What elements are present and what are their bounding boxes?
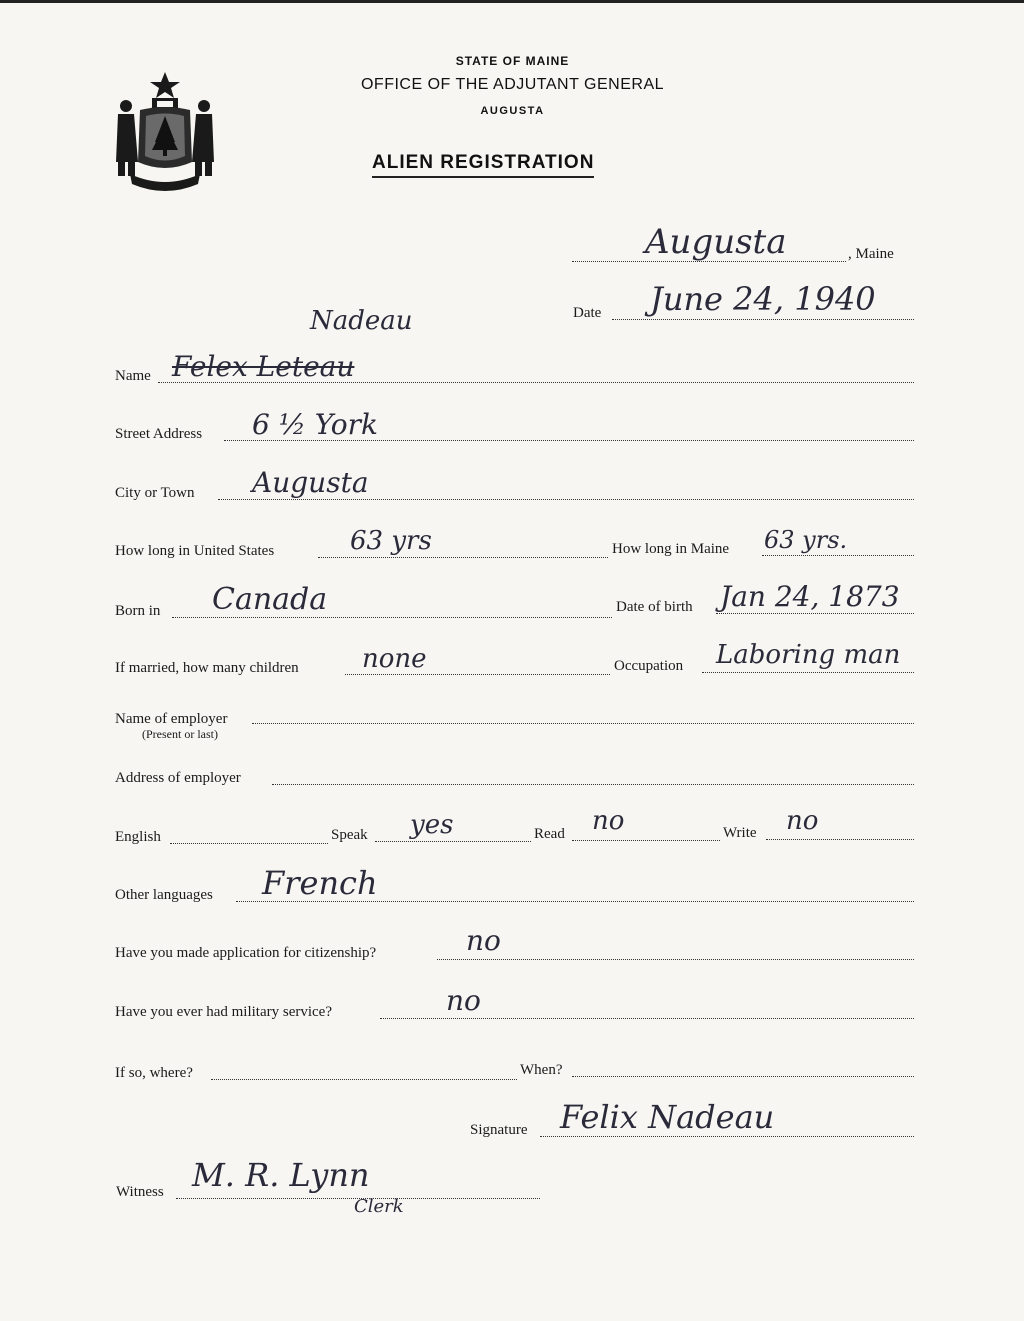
how-long-maine-label: How long in Maine [612, 541, 730, 557]
signature-line [540, 1136, 914, 1137]
how-long-us-label: How long in United States [115, 543, 275, 559]
street-address-value: 6 ½ York [252, 408, 379, 441]
write-line [766, 839, 914, 840]
born-in-line [172, 617, 612, 618]
read-label: Read [534, 826, 565, 842]
other-languages-label: Other languages [115, 887, 213, 903]
name-value: Felex Leteau [172, 350, 355, 383]
occupation-label: Occupation [614, 658, 684, 674]
speak-label: Speak [331, 827, 368, 843]
signature-label: Signature [470, 1122, 528, 1138]
where-label: If so, where? [115, 1065, 193, 1081]
born-in-value: Canada [212, 582, 328, 617]
date-of-birth-label: Date of birth [616, 599, 693, 615]
name-correction: Nadeau [310, 306, 413, 336]
occupation-value: Laboring man [716, 640, 901, 670]
when-label: When? [520, 1062, 563, 1078]
military-value: no [446, 984, 481, 1017]
citizenship-label: Have you made application for citizenship? [115, 945, 377, 961]
street-address-label: Street Address [115, 426, 203, 442]
english-label: English [115, 829, 161, 845]
born-in-label: Born in [115, 603, 161, 619]
form-title: ALIEN REGISTRATION [372, 152, 594, 178]
city-label: City or Town [115, 485, 195, 501]
witness-value: M. R. Lynn [192, 1156, 370, 1194]
name-label: Name [115, 368, 151, 384]
employer-name-sublabel: (Present or last) [142, 727, 218, 741]
write-value: no [786, 806, 819, 836]
occupation-line [702, 672, 914, 673]
read-value: no [592, 806, 625, 836]
children-label: If married, how many children [115, 660, 299, 676]
employer-address-line [272, 784, 914, 785]
signature-value: Felix Nadeau [560, 1098, 775, 1136]
other-languages-value: French [262, 864, 378, 902]
city-value: Augusta [252, 466, 369, 499]
witness-title: Clerk [354, 1196, 404, 1217]
read-line [572, 840, 720, 841]
when-line [572, 1076, 914, 1077]
how-long-us-line [318, 557, 608, 558]
where-line [211, 1079, 517, 1080]
military-label: Have you ever had military service? [115, 1004, 332, 1020]
header-office: OFFICE OF THE ADJUTANT GENERAL [360, 76, 665, 93]
how-long-us-value: 63 yrs [350, 526, 432, 556]
citizenship-line [437, 959, 914, 960]
children-value: none [362, 644, 427, 674]
children-line [345, 674, 610, 675]
date-line [612, 319, 914, 320]
speak-line [375, 841, 531, 842]
maine-state-seal-icon [112, 70, 218, 192]
date-of-birth-line [716, 613, 914, 614]
write-label: Write [723, 825, 757, 841]
date-label: Date [573, 305, 602, 321]
citizenship-value: no [466, 924, 501, 957]
employer-address-label: Address of employer [115, 770, 241, 786]
date-value: June 24, 1940 [650, 280, 876, 318]
header-city: AUGUSTA [480, 105, 545, 117]
speak-value: yes [410, 810, 454, 840]
place-value: Augusta [645, 222, 787, 262]
how-long-maine-line [762, 555, 914, 556]
date-of-birth-value: Jan 24, 1873 [720, 580, 900, 613]
employer-name-label: Name of employer [115, 711, 228, 727]
header-state: STATE OF MAINE [455, 54, 570, 68]
top-border [0, 0, 1024, 3]
military-line [380, 1018, 914, 1019]
place-suffix: , Maine [848, 246, 894, 262]
employer-name-line [252, 723, 914, 724]
witness-label: Witness [116, 1184, 164, 1200]
city-line [218, 499, 914, 500]
how-long-maine-value: 63 yrs. [764, 526, 848, 554]
english-line [170, 843, 328, 844]
